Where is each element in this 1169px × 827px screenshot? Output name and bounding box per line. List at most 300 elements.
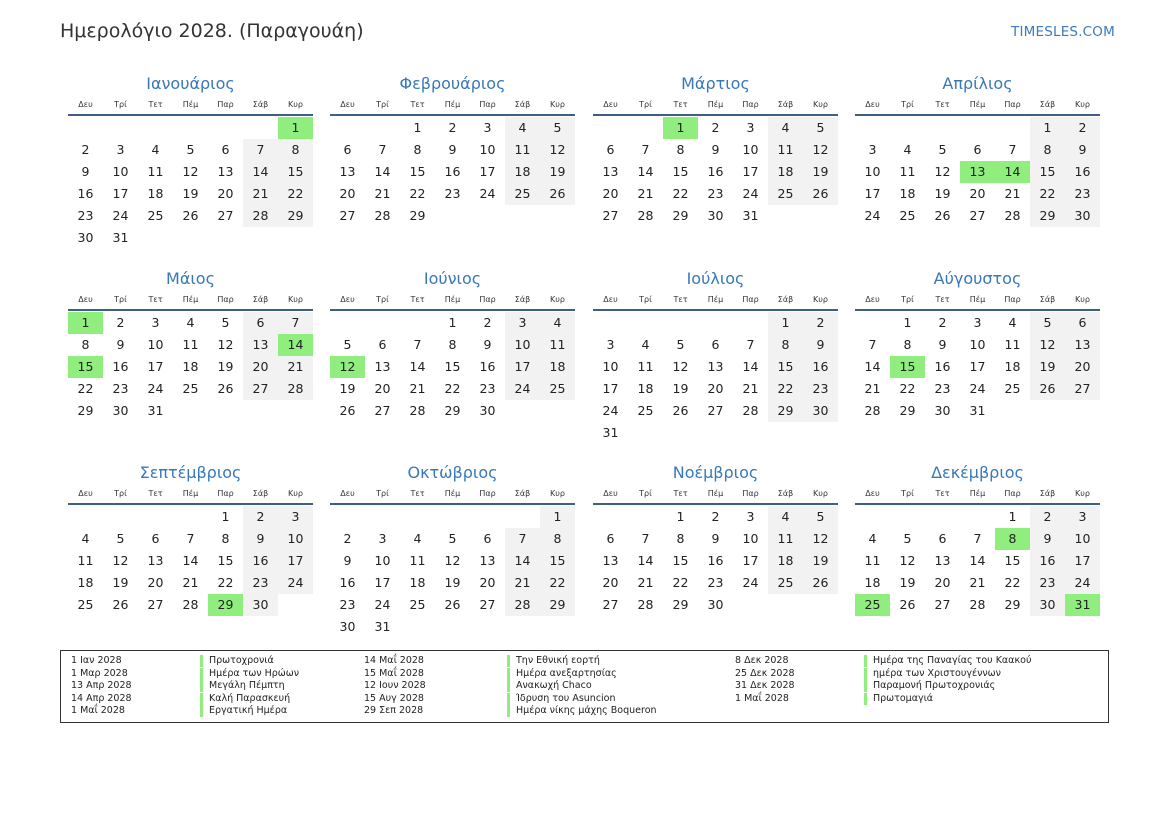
day-cell: 24	[742, 186, 759, 201]
holiday-date: 1 Ιαν 2028	[71, 655, 122, 666]
weekday-header: Δευ	[865, 489, 880, 498]
month-name: Οκτώβριος	[407, 463, 498, 482]
day-cell: 14	[742, 359, 759, 374]
day-cell: 23	[243, 572, 278, 594]
day-cell: 30	[77, 230, 94, 245]
day-cell: 19	[182, 186, 199, 201]
day-cell: 13	[602, 553, 619, 568]
day-cell: 24	[864, 208, 881, 223]
day-cell: 28	[742, 403, 759, 418]
day-cell: 24	[479, 186, 496, 201]
month-block	[593, 74, 838, 244]
day-cell: 26	[182, 208, 199, 223]
day-cell: 3	[151, 315, 160, 330]
weekday-header: Τρί	[901, 100, 914, 109]
holiday-name: Καλή Παρασκευή	[200, 693, 290, 705]
holiday-name: Ανακωχή Chaco	[507, 680, 592, 692]
weekday-header: Τετ	[148, 100, 163, 109]
holiday-date: 1 Μαρ 2028	[71, 667, 128, 679]
day-cell: 3	[116, 142, 125, 157]
day-cell: 18	[182, 359, 199, 374]
weekday-header: Κυρ	[550, 489, 565, 498]
day-cell: 9	[81, 164, 90, 179]
month-block	[330, 74, 575, 244]
day-cell: 3	[746, 509, 755, 524]
weekday-header: Παρ	[1004, 100, 1021, 109]
day-cell: 29	[672, 597, 689, 612]
day-cell: 9	[343, 553, 352, 568]
holiday-name: Ημέρα των Ηρώων	[200, 668, 299, 680]
day-cell: 6	[483, 531, 492, 546]
site-link[interactable]: TIMESLES.COM	[1011, 24, 1115, 40]
weekday-header: Πέμ	[707, 295, 724, 304]
day-cell: 23	[1065, 183, 1100, 205]
month-divider	[330, 503, 575, 505]
day-cell: 12	[803, 139, 838, 161]
day-cell: 16	[112, 359, 129, 374]
day-cell: 13	[934, 553, 951, 568]
weekday-header: Δευ	[865, 100, 880, 109]
day-cell: 5	[938, 142, 947, 157]
day-cell: 2	[711, 509, 720, 524]
holiday-date: 14 Απρ 2028	[71, 692, 132, 704]
day-cell: 10	[1065, 528, 1100, 550]
day-cell: 6	[221, 142, 230, 157]
day-cell: 21	[637, 186, 654, 201]
month-divider	[855, 503, 1100, 505]
day-cell: 22	[444, 381, 461, 396]
day-cell: 15	[217, 553, 234, 568]
weekday-header: Τετ	[935, 100, 950, 109]
day-cell: 17	[278, 550, 313, 572]
weekday-header: Τετ	[410, 489, 425, 498]
weekday-header: Πέμ	[182, 100, 199, 109]
month-divider	[593, 114, 838, 116]
day-cell: 1	[768, 312, 803, 334]
day-cell: 24	[742, 575, 759, 590]
day-cell: 29	[540, 594, 575, 616]
day-cell: 6	[711, 337, 720, 352]
day-cell: 7	[278, 312, 313, 334]
weekday-header: Τετ	[410, 100, 425, 109]
day-cell: 17	[505, 356, 540, 378]
month-block	[855, 74, 1100, 244]
weekday-header: Τετ	[673, 100, 688, 109]
weekday-header: Σάβ	[777, 295, 794, 304]
day-cell: 29	[1030, 205, 1065, 227]
weekday-header: Δευ	[340, 295, 355, 304]
weekday-header: Πέμ	[444, 489, 461, 498]
weekday-header: Κυρ	[288, 100, 303, 109]
day-cell: 30	[707, 208, 724, 223]
holiday-day-cell: 12	[330, 356, 365, 378]
day-cell: 18	[1004, 359, 1021, 374]
day-cell: 5	[803, 117, 838, 139]
day-cell: 3	[505, 312, 540, 334]
day-cell: 21	[742, 381, 759, 396]
day-cell: 12	[217, 337, 234, 352]
weekday-header: Τρί	[639, 100, 652, 109]
day-cell: 27	[243, 378, 278, 400]
day-cell: 15	[278, 161, 313, 183]
day-cell: 11	[768, 139, 803, 161]
day-cell: 16	[444, 164, 461, 179]
day-cell: 26	[444, 597, 461, 612]
weekday-header: Πέμ	[444, 100, 461, 109]
day-cell: 22	[1030, 183, 1065, 205]
day-cell: 26	[339, 403, 356, 418]
day-cell: 22	[672, 186, 689, 201]
holiday-day-cell: 1	[278, 117, 313, 139]
day-cell: 14	[637, 553, 654, 568]
weekday-header: Τρί	[901, 295, 914, 304]
day-cell: 7	[243, 139, 278, 161]
day-cell: 2	[803, 312, 838, 334]
day-cell: 7	[1008, 142, 1017, 157]
day-cell: 8	[676, 531, 685, 546]
weekday-header: Πέμ	[969, 295, 986, 304]
day-cell: 5	[540, 117, 575, 139]
day-cell: 12	[1030, 334, 1065, 356]
day-cell: 10	[505, 334, 540, 356]
weekday-header: Τρί	[114, 295, 127, 304]
day-cell: 22	[768, 378, 803, 400]
month-name: Αύγουστος	[933, 269, 1022, 288]
day-cell: 30	[707, 597, 724, 612]
day-cell: 8	[768, 334, 803, 356]
day-cell: 24	[969, 381, 986, 396]
day-cell: 17	[602, 381, 619, 396]
day-cell: 17	[969, 359, 986, 374]
day-cell: 6	[243, 312, 278, 334]
day-cell: 16	[1065, 161, 1100, 183]
day-cell: 20	[934, 575, 951, 590]
day-cell: 19	[444, 575, 461, 590]
day-cell: 8	[448, 337, 457, 352]
day-cell: 15	[672, 553, 689, 568]
day-cell: 23	[479, 381, 496, 396]
day-cell: 17	[374, 575, 391, 590]
day-cell: 1	[676, 509, 685, 524]
day-cell: 27	[479, 597, 496, 612]
day-cell: 10	[147, 337, 164, 352]
day-cell: 23	[1030, 572, 1065, 594]
month-block	[593, 269, 838, 439]
day-cell: 28	[182, 597, 199, 612]
weekday-header: Κυρ	[550, 100, 565, 109]
day-cell: 19	[540, 161, 575, 183]
day-cell: 4	[868, 531, 877, 546]
day-cell: 15	[1030, 161, 1065, 183]
day-cell: 6	[151, 531, 160, 546]
day-cell: 1	[1008, 509, 1017, 524]
weekday-header: Τετ	[148, 295, 163, 304]
day-cell: 9	[116, 337, 125, 352]
day-cell: 18	[864, 575, 881, 590]
weekday-header: Σάβ	[777, 100, 794, 109]
day-cell: 10	[742, 142, 759, 157]
weekday-header: Κυρ	[813, 489, 828, 498]
day-cell: 20	[243, 356, 278, 378]
day-cell: 4	[1008, 315, 1017, 330]
day-cell: 31	[742, 208, 759, 223]
day-cell: 9	[483, 337, 492, 352]
day-cell: 16	[934, 359, 951, 374]
weekday-header: Κυρ	[813, 100, 828, 109]
day-cell: 10	[374, 553, 391, 568]
day-cell: 9	[1030, 528, 1065, 550]
day-cell: 9	[448, 142, 457, 157]
weekday-header: Δευ	[78, 100, 93, 109]
weekday-header: Παρ	[217, 100, 234, 109]
weekday-header: Παρ	[479, 489, 496, 498]
day-cell: 8	[413, 142, 422, 157]
day-cell: 12	[540, 139, 575, 161]
day-cell: 9	[803, 334, 838, 356]
weekday-header: Τετ	[673, 295, 688, 304]
day-cell: 26	[672, 403, 689, 418]
day-cell: 10	[969, 337, 986, 352]
day-cell: 16	[243, 550, 278, 572]
day-cell: 30	[112, 403, 129, 418]
day-cell: 28	[637, 597, 654, 612]
day-cell: 23	[934, 381, 951, 396]
weekday-header: Τρί	[376, 489, 389, 498]
day-cell: 28	[864, 403, 881, 418]
day-cell: 31	[374, 619, 391, 634]
day-cell: 4	[768, 117, 803, 139]
day-cell: 7	[868, 337, 877, 352]
day-cell: 27	[339, 208, 356, 223]
day-cell: 25	[637, 403, 654, 418]
day-cell: 27	[969, 208, 986, 223]
holiday-name: Πρωτομαγιά	[864, 693, 933, 705]
weekday-header: Παρ	[217, 295, 234, 304]
day-cell: 20	[969, 186, 986, 201]
day-cell: 23	[707, 186, 724, 201]
day-cell: 1	[1030, 117, 1065, 139]
weekday-header: Παρ	[217, 489, 234, 498]
day-cell: 6	[343, 142, 352, 157]
day-cell: 5	[676, 337, 685, 352]
day-cell: 18	[768, 161, 803, 183]
month-divider	[330, 114, 575, 116]
holiday-day-cell: 31	[1065, 594, 1100, 616]
day-cell: 15	[444, 359, 461, 374]
day-cell: 4	[540, 312, 575, 334]
month-name: Νοέμβριος	[672, 463, 759, 482]
day-cell: 7	[973, 531, 982, 546]
month-divider	[68, 309, 313, 311]
holiday-day-cell: 1	[663, 117, 698, 139]
day-cell: 7	[505, 528, 540, 550]
day-cell: 14	[864, 359, 881, 374]
day-cell: 21	[409, 381, 426, 396]
month-block	[330, 269, 575, 439]
weekday-header: Τρί	[639, 295, 652, 304]
weekday-header: Παρ	[742, 295, 759, 304]
month-name: Δεκέμβριος	[931, 463, 1024, 482]
day-cell: 30	[803, 400, 838, 422]
weekday-header: Παρ	[479, 100, 496, 109]
day-cell: 2	[116, 315, 125, 330]
day-cell: 3	[973, 315, 982, 330]
day-cell: 23	[112, 381, 129, 396]
weekday-header: Τετ	[410, 295, 425, 304]
day-cell: 12	[899, 553, 916, 568]
day-cell: 1	[413, 120, 422, 135]
day-cell: 6	[378, 337, 387, 352]
holiday-date: 25 Δεκ 2028	[735, 667, 795, 679]
day-cell: 12	[803, 528, 838, 550]
day-cell: 13	[243, 334, 278, 356]
day-cell: 14	[374, 164, 391, 179]
day-cell: 22	[1004, 575, 1021, 590]
day-cell: 21	[374, 186, 391, 201]
day-cell: 25	[77, 597, 94, 612]
holiday-name: Μεγάλη Πέμπτη	[200, 680, 285, 692]
day-cell: 7	[378, 142, 387, 157]
day-cell: 13	[217, 164, 234, 179]
month-name: Φεβρουάριος	[399, 74, 506, 93]
day-cell: 18	[637, 381, 654, 396]
holiday-name: Παραμονή Πρωτοχρονιάς	[864, 680, 995, 692]
day-cell: 18	[505, 161, 540, 183]
weekday-header: Δευ	[865, 295, 880, 304]
day-cell: 19	[803, 161, 838, 183]
day-cell: 22	[409, 186, 426, 201]
month-name: Απρίλιος	[942, 74, 1013, 93]
day-cell: 28	[505, 594, 540, 616]
day-cell: 21	[864, 381, 881, 396]
day-cell: 23	[339, 597, 356, 612]
holiday-day-cell: 15	[68, 356, 103, 378]
day-cell: 20	[147, 575, 164, 590]
day-cell: 6	[606, 531, 615, 546]
day-cell: 2	[343, 531, 352, 546]
day-cell: 17	[864, 186, 881, 201]
day-cell: 3	[278, 506, 313, 528]
weekday-header: Δευ	[340, 489, 355, 498]
weekday-header: Παρ	[479, 295, 496, 304]
holiday-name: Ημέρα ανεξαρτησίας	[507, 668, 617, 680]
day-cell: 27	[934, 597, 951, 612]
holiday-day-cell: 29	[208, 594, 243, 616]
holiday-date: 14 Μαΐ 2028	[364, 655, 424, 666]
day-cell: 30	[1030, 594, 1065, 616]
day-cell: 6	[938, 531, 947, 546]
month-name: Ιούλιος	[686, 269, 745, 288]
day-cell: 2	[243, 506, 278, 528]
day-cell: 3	[746, 120, 755, 135]
day-cell: 21	[637, 575, 654, 590]
day-cell: 29	[278, 205, 313, 227]
weekday-header: Τρί	[639, 489, 652, 498]
day-cell: 29	[768, 400, 803, 422]
day-cell: 11	[899, 164, 916, 179]
day-cell: 10	[479, 142, 496, 157]
day-cell: 13	[1065, 334, 1100, 356]
month-name: Μάρτιος	[681, 74, 750, 93]
month-name: Μάιος	[166, 269, 215, 288]
day-cell: 24	[112, 208, 129, 223]
day-cell: 14	[182, 553, 199, 568]
day-cell: 23	[77, 208, 94, 223]
day-cell: 21	[969, 575, 986, 590]
day-cell: 11	[147, 164, 164, 179]
day-cell: 7	[413, 337, 422, 352]
weekday-header: Τρί	[901, 489, 914, 498]
holiday-name: Ίδρυση του Asuncion	[507, 693, 616, 705]
day-cell: 13	[147, 553, 164, 568]
day-cell: 10	[278, 528, 313, 550]
day-cell: 5	[1030, 312, 1065, 334]
day-cell: 3	[868, 142, 877, 157]
day-cell: 1	[540, 506, 575, 528]
day-cell: 18	[768, 550, 803, 572]
day-cell: 31	[969, 403, 986, 418]
weekday-header: Δευ	[78, 295, 93, 304]
day-cell: 18	[899, 186, 916, 201]
day-cell: 17	[1065, 550, 1100, 572]
day-cell: 10	[864, 164, 881, 179]
day-cell: 4	[413, 531, 422, 546]
day-cell: 1	[903, 315, 912, 330]
holiday-day-cell: 8	[995, 528, 1030, 550]
month-divider	[68, 503, 313, 505]
weekday-header: Τετ	[673, 489, 688, 498]
day-cell: 2	[711, 120, 720, 135]
weekday-header: Σάβ	[252, 100, 269, 109]
month-block	[593, 463, 838, 633]
day-cell: 4	[903, 142, 912, 157]
day-cell: 4	[186, 315, 195, 330]
day-cell: 16	[1030, 550, 1065, 572]
day-cell: 26	[1030, 378, 1065, 400]
day-cell: 24	[602, 403, 619, 418]
day-cell: 25	[768, 572, 803, 594]
weekday-header: Σάβ	[1039, 295, 1056, 304]
holiday-date: 12 Ιουν 2028	[364, 680, 426, 692]
day-cell: 15	[768, 356, 803, 378]
day-cell: 3	[606, 337, 615, 352]
day-cell: 24	[505, 378, 540, 400]
day-cell: 15	[409, 164, 426, 179]
day-cell: 10	[602, 359, 619, 374]
day-cell: 25	[409, 597, 426, 612]
day-cell: 30	[339, 619, 356, 634]
day-cell: 20	[339, 186, 356, 201]
day-cell: 19	[803, 550, 838, 572]
day-cell: 5	[448, 531, 457, 546]
day-cell: 24	[147, 381, 164, 396]
day-cell: 11	[182, 337, 199, 352]
day-cell: 5	[803, 506, 838, 528]
day-cell: 14	[505, 550, 540, 572]
day-cell: 8	[1030, 139, 1065, 161]
day-cell: 6	[973, 142, 982, 157]
weekday-header: Πέμ	[444, 295, 461, 304]
weekday-header: Σάβ	[514, 100, 531, 109]
day-cell: 26	[217, 381, 234, 396]
day-cell: 9	[938, 337, 947, 352]
day-cell: 23	[803, 378, 838, 400]
day-cell: 30	[934, 403, 951, 418]
holiday-date: 15 Μαΐ 2028	[364, 667, 424, 679]
day-cell: 27	[1065, 378, 1100, 400]
day-cell: 31	[147, 403, 164, 418]
day-cell: 23	[707, 575, 724, 590]
